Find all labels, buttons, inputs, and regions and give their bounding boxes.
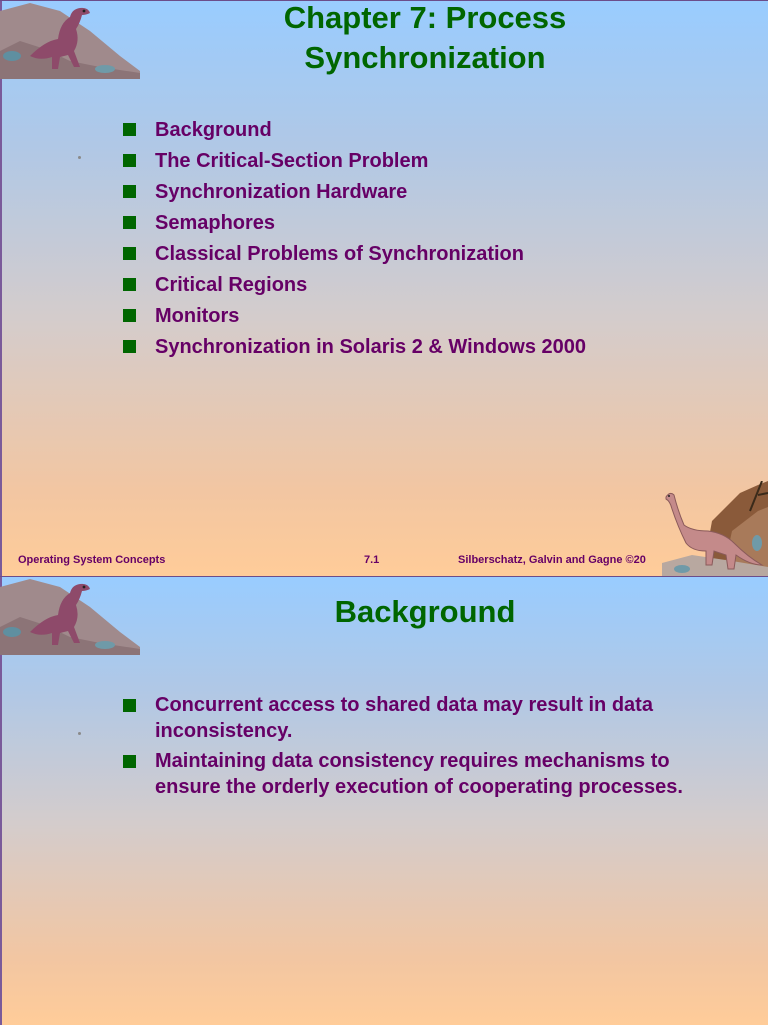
list-item-text: Synchronization Hardware [155, 181, 408, 203]
square-bullet-icon [123, 154, 136, 167]
list-item [123, 303, 586, 334]
list-item-text: Semaphores [155, 212, 276, 234]
square-bullet-icon [123, 123, 136, 136]
list-item [123, 179, 586, 210]
dinosaur-clipart-icon [0, 1, 140, 81]
list-item [123, 117, 586, 148]
list-item-text: The Critical-Section Problem [155, 150, 429, 172]
footer-authors: Silberschatz, Galvin and Gagne ©20 [458, 554, 646, 566]
dinosaur-clipart-icon [0, 577, 140, 657]
brontosaurus-clipart-icon [662, 481, 768, 577]
list-item [123, 692, 703, 744]
square-bullet-icon [123, 247, 136, 260]
topic-list [123, 117, 586, 365]
list-item-text: Classical Problems of Synchronization [155, 243, 524, 265]
square-bullet-icon [123, 309, 136, 322]
slide-left-border [0, 1, 2, 577]
square-bullet-icon [123, 340, 136, 353]
footer-book-title: Operating System Concepts [18, 554, 166, 566]
list-item-text: Maintaining data consistency requires mechanisms to ensure the orderly execution of cooperating processes. [155, 750, 683, 798]
slide-2-title: Background [334, 594, 516, 629]
list-item-text: Monitors [155, 305, 240, 327]
list-item [123, 334, 586, 365]
decorative-dot [78, 156, 81, 159]
square-bullet-icon [123, 699, 136, 712]
title-line-1: Chapter 7: Process [283, 0, 567, 35]
footer-page-number: 7.1 [364, 554, 380, 566]
list-item [123, 210, 586, 241]
list-item-text: Critical Regions [155, 274, 308, 296]
title-line-2: Synchronization [304, 40, 546, 75]
square-bullet-icon [123, 185, 136, 198]
decorative-dot [78, 732, 81, 735]
list-item [123, 272, 586, 303]
list-item [123, 241, 586, 272]
list-item [123, 748, 703, 800]
list-item-text: Synchronization in Solaris 2 & Windows 2000 [155, 336, 587, 358]
slide-title [140, 0, 710, 78]
background-bullet-list [123, 692, 703, 804]
square-bullet-icon [123, 216, 136, 229]
list-item-text: Concurrent access to shared data may result in data inconsistency. [155, 694, 653, 742]
list-item [123, 148, 586, 179]
square-bullet-icon [123, 278, 136, 291]
list-item-text: Background [155, 119, 272, 141]
square-bullet-icon [123, 755, 136, 768]
